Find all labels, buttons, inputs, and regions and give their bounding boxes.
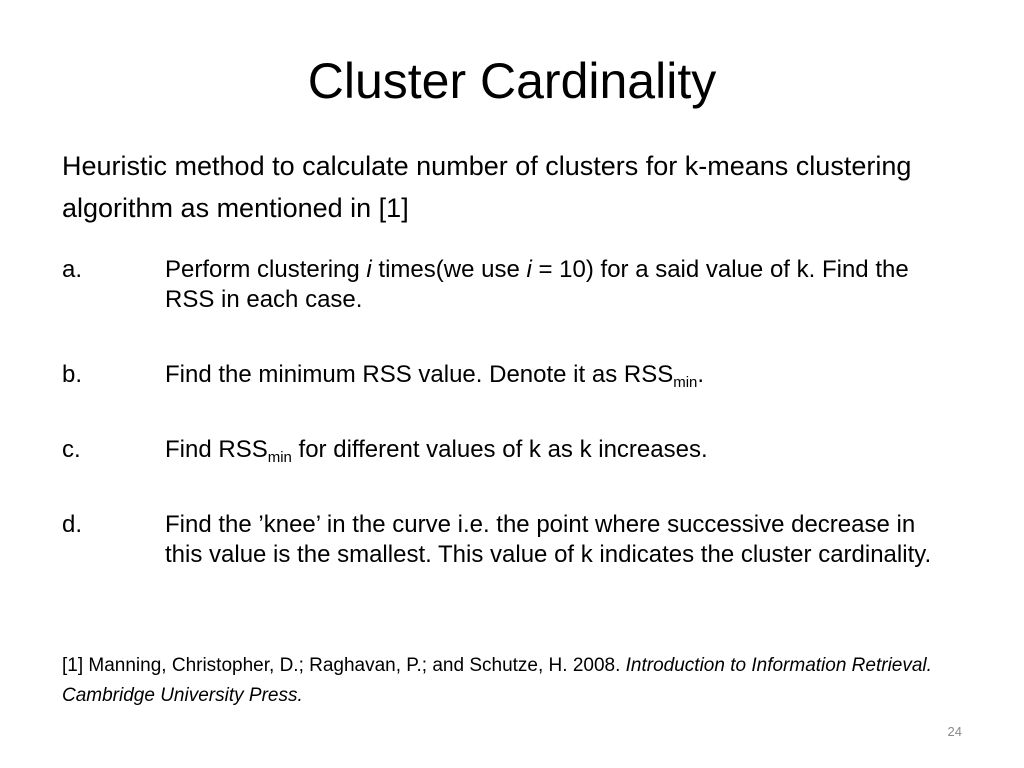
slide-title: Cluster Cardinality — [307, 53, 717, 109]
subscript-min: min — [267, 449, 292, 466]
step-text: Find the ’knee’ in the curve i.e. the point where successive decrease in this value is the smallest. This value of k indicates the cluster cardinality. — [165, 511, 932, 568]
step-text-part: . — [697, 361, 705, 388]
step-text-part: Find RSS — [165, 436, 268, 463]
step-text-part: Perform clustering — [165, 256, 367, 283]
step-marker: c. — [62, 436, 81, 463]
reference-citation — [62, 651, 962, 711]
step-marker: a. — [62, 256, 83, 283]
step-text-part: Find the minimum RSS value. Denote it as RSS — [165, 361, 674, 388]
step-text-part: for different values of k as k increases. — [291, 436, 708, 463]
step-marker: d. — [62, 511, 83, 538]
step-marker: b. — [62, 361, 83, 388]
variable-i: i — [366, 256, 372, 283]
step-text-part: times(we use — [371, 256, 527, 283]
intro-text: Heuristic method to calculate number of clusters for k-means clustering algorithm as mentioned in [1] — [62, 151, 912, 223]
step-text — [165, 435, 955, 465]
step-text — [165, 360, 955, 390]
step-text — [165, 255, 955, 315]
reference-authors: [1] Manning, Christopher, D.; Raghavan, P.; and Schutze, H. 2008. — [62, 655, 626, 676]
page-number: 24 — [947, 724, 962, 739]
variable-i: i — [526, 256, 532, 283]
reference-title: Introduction to Information Retrieval. Cambridge University Press. — [62, 655, 932, 706]
subscript-min: min — [673, 374, 698, 391]
step-text-part: = 10) for a said value of k. Find the RSS in each case. — [165, 256, 909, 313]
